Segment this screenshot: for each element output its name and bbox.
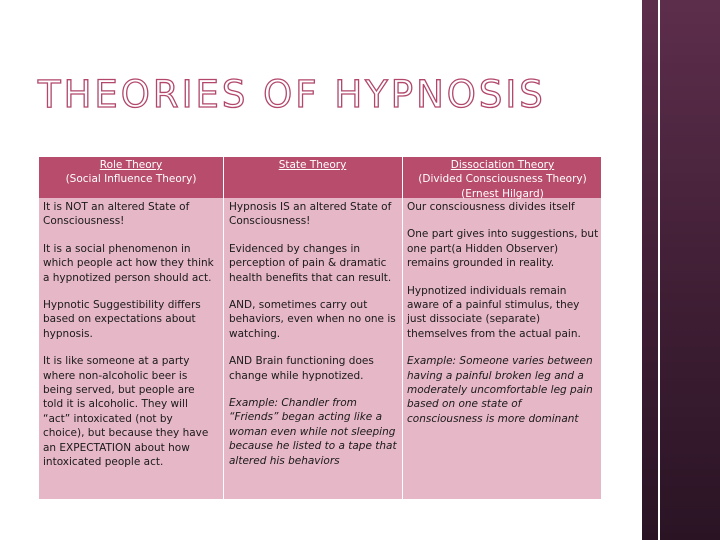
column-divider bbox=[402, 157, 403, 499]
state-theory-point: AND Brain functioning does change while hypnotized. bbox=[229, 355, 374, 382]
state-theory-point: Hypnosis IS an altered State of Consciousness! bbox=[229, 201, 392, 228]
theories-table bbox=[38, 156, 602, 500]
header-dissociation-theory-author: (Ernest Hilgard) bbox=[461, 187, 544, 200]
slide-title: THEORIES OF HYPNOSIS bbox=[38, 73, 546, 116]
role-theory-cell bbox=[43, 200, 215, 483]
role-theory-point: It is a social phenomenon in which people act how they think a hypnotized person should act. bbox=[43, 242, 214, 284]
header-state-theory bbox=[223, 158, 402, 172]
role-theory-point: Hypnotic Suggestibility differs based on expectations about hypnosis. bbox=[43, 299, 201, 340]
state-theory-point: AND, sometimes carry out behaviors, even when no one is watching. bbox=[229, 299, 396, 340]
header-dissociation-theory bbox=[402, 158, 603, 201]
header-role-theory-title: Role Theory bbox=[99, 159, 163, 171]
header-role-theory bbox=[39, 158, 223, 187]
dissociation-theory-point: One part gives into suggestions, but one part(a Hidden Observer) remains grounded in reality. bbox=[407, 228, 599, 270]
state-theory-cell bbox=[229, 200, 401, 481]
role-theory-point: It is like someone at a party where non-alcoholic beer is being served, but people are told it is alcoholic. They will “act” intoxicated (not by choice), but because they have an EXPECTATION about how intoxicated people act. bbox=[43, 355, 209, 469]
dissociation-theory-cell bbox=[407, 200, 599, 439]
state-theory-point: Evidenced by changes in perception of pain & dramatic health benefits that can result. bbox=[229, 242, 392, 284]
dissociation-theory-point: Our consciousness divides itself bbox=[407, 201, 575, 213]
state-theory-example: Example: Chandler from “Friends” began acting like a woman even while not sleeping because he listed to a tape that altered his behaviors bbox=[229, 397, 397, 467]
header-dissociation-theory-subtitle: (Divided Consciousness Theory) bbox=[418, 173, 587, 186]
dissociation-theory-example: Example: Someone varies between having a painful broken leg and a moderately uncomfortable leg pain based on one state of consciousness is more dominant bbox=[407, 355, 593, 425]
column-divider bbox=[223, 157, 224, 499]
header-role-theory-subtitle: (Social Influence Theory) bbox=[65, 173, 197, 186]
decorative-sidebar-line bbox=[658, 0, 660, 540]
header-state-theory-title: State Theory bbox=[278, 159, 347, 171]
role-theory-point: It is NOT an altered State of Consciousness! bbox=[43, 201, 190, 228]
dissociation-theory-point: Hypnotized individuals remain aware of a painful stimulus, they just dissociate (separate) themselves from the actual pain. bbox=[407, 284, 581, 340]
decorative-sidebar bbox=[642, 0, 720, 540]
header-dissociation-theory-title: Dissociation Theory bbox=[450, 159, 555, 171]
